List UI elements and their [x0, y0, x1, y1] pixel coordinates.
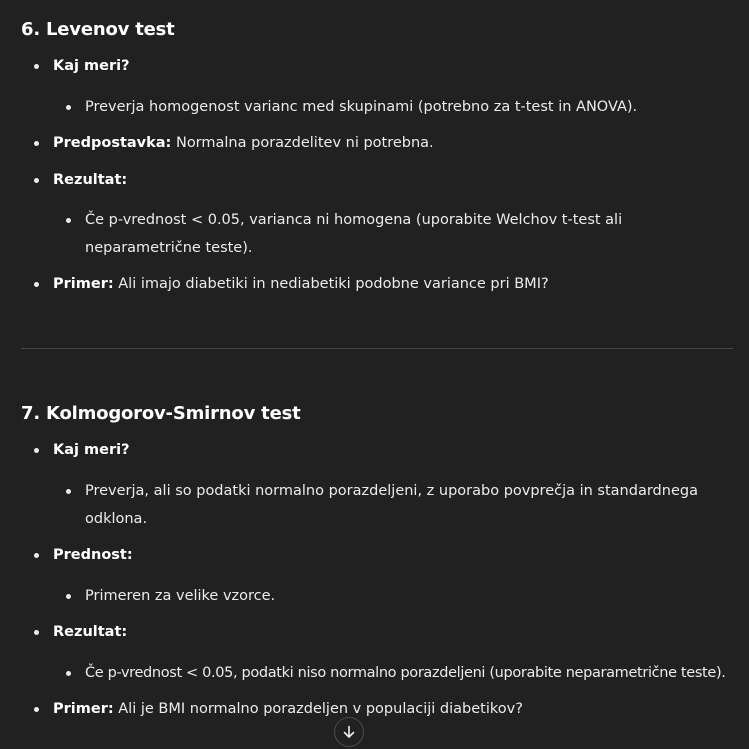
- sub-list: [53, 477, 733, 533]
- item-text: Normalna porazdelitev ni potrebna.: [171, 135, 434, 151]
- list-item: [21, 618, 733, 687]
- item-label: Primer:: [53, 701, 114, 717]
- section-list: [21, 436, 733, 723]
- item-text: Ali je BMI normalno porazdeljen v populaciji diabetikov?: [113, 701, 523, 717]
- item-label: Rezultat:: [53, 624, 128, 640]
- item-label: Kaj meri?: [53, 58, 130, 74]
- item-label: Prednost:: [53, 547, 133, 563]
- sub-list-item: Če p-vrednost < 0.05, podatki niso normalno porazdeljeni (uporabite neparametrične teste).: [53, 659, 733, 687]
- list-item: [21, 695, 733, 723]
- list-item: [21, 270, 733, 298]
- sub-list-item: Preverja, ali so podatki normalno porazdeljeni, z uporabo povprečja in standardnega odklona.: [53, 477, 733, 533]
- section-levene: [21, 17, 733, 298]
- arrow-down-icon: [342, 725, 356, 739]
- item-text: Ali imajo diabetiki in nediabetiki podobne variance pri BMI?: [113, 276, 549, 292]
- section-kolmogorov-smirnov: [21, 401, 733, 723]
- item-label: Predpostavka:: [53, 135, 172, 151]
- list-item: [21, 52, 733, 121]
- sub-list: [53, 659, 733, 687]
- section-list: [21, 52, 733, 298]
- list-item: [21, 166, 733, 262]
- item-label: Kaj meri?: [53, 442, 130, 458]
- item-label: Rezultat:: [53, 172, 128, 188]
- list-item: [21, 436, 733, 533]
- sub-list-item: Preverja homogenost varianc med skupinami (potrebno za t-test in ANOVA).: [53, 93, 733, 121]
- section-divider: [21, 348, 733, 349]
- sub-list: [53, 582, 733, 610]
- sub-list: [53, 93, 733, 121]
- item-label: Primer:: [53, 276, 114, 292]
- list-item: [21, 541, 733, 610]
- section-heading: 6. Levenov test: [21, 19, 175, 40]
- sub-list: [53, 206, 733, 262]
- sub-list-item: Primeren za velike vzorce.: [53, 582, 733, 610]
- section-heading: 7. Kolmogorov-Smirnov test: [21, 403, 301, 424]
- list-item: [21, 129, 733, 157]
- scroll-to-bottom-button[interactable]: [334, 717, 364, 747]
- sub-list-item: Če p-vrednost < 0.05, varianca ni homogena (uporabite Welchov t-test ali neparametrične teste).: [53, 206, 733, 262]
